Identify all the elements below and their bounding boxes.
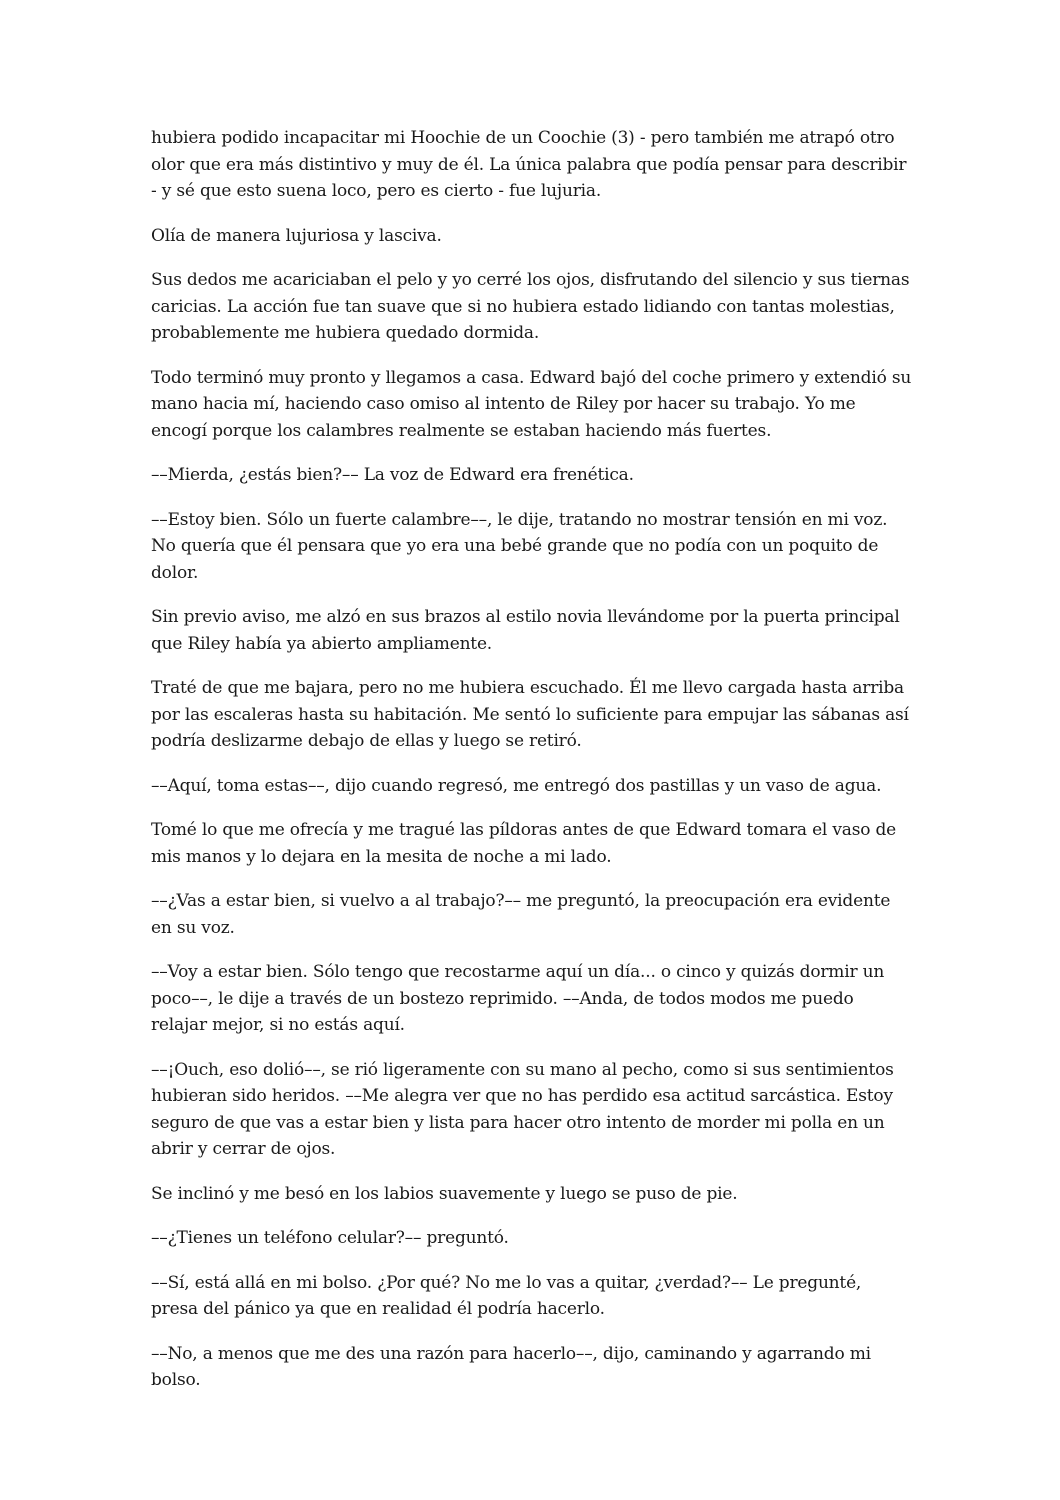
paragraph: ––Aquí, toma estas––, dijo cuando regresó, me entregó dos pastillas y un vaso de agua. <box>151 775 882 796</box>
paragraph: ––Mierda, ¿estás bien?–– La voz de Edward era frenética. <box>151 465 634 485</box>
paragraph: ––Sí, está allá en mi bolso. ¿Por qué? No me lo vas a quitar, ¿verdad?–– Le pregunté, presa del pánico ya que en realidad él podría hacerlo. <box>151 1272 862 1319</box>
paragraph: ––Voy a estar bien. Sólo tengo que recostarme aquí un día... o cinco y quizás dormir un poco––, le dije a través de un bostezo reprimido. ––Anda, de todos modos me puedo relajar mejor, si no estás aquí. <box>151 962 885 1035</box>
paragraph: hubiera podido incapacitar mi Hoochie de un Coochie (3) - pero también me atrapó otro olor que era más distintivo y muy de él. La única palabra que podía pensar para describir - y sé que esto suena loco, pero es cierto - fue lujuria. <box>151 128 907 201</box>
paragraph: ––Estoy bien. Sólo un fuerte calambre––, le dije, tratando no mostrar tensión en mi voz. No quería que él pensara que yo era una bebé grande que no podía con un poquito de dolor. <box>151 509 888 583</box>
paragraph: Olía de manera lujuriosa y lasciva. <box>151 225 442 246</box>
paragraph: ––¿Vas a estar bien, si vuelvo a al trabajo?–– me preguntó, la preocupación era evidente en su voz. <box>151 891 891 938</box>
document-body <box>151 125 913 1412</box>
paragraph: ––¿Tienes un teléfono celular?–– preguntó. <box>151 1228 509 1248</box>
paragraph: Sus dedos me acariciaban el pelo y yo cerré los ojos, disfrutando del silencio y sus tiernas caricias. La acción fue tan suave que si no hubiera estado lidiando con tantas molestias, probablemente me hubiera quedado dormida. <box>151 270 910 343</box>
paragraph: Se inclinó y me besó en los labios suavemente y luego se puso de pie. <box>151 1183 738 1204</box>
paragraph: ––No, a menos que me des una razón para hacerlo––, dijo, caminando y agarrando mi bolso. <box>151 1343 871 1390</box>
paragraph: Sin previo aviso, me alzó en sus brazos al estilo novia llevándome por la puerta principal que Riley había ya abierto ampliamente. <box>151 607 900 654</box>
paragraph: Todo terminó muy pronto y llegamos a casa. Edward bajó del coche primero y extendió su mano hacia mí, haciendo caso omiso al intento de Riley por hacer su trabajo. Yo me encogí porque los calambres realmente se estaban haciendo más fuertes. <box>151 367 912 441</box>
paragraph: ––¡Ouch, eso dolió––, se rió ligeramente con su mano al pecho, como si sus sentimientos hubieran sido heridos. ––Me alegra ver que no has perdido esa actitud sarcástica. Estoy seguro de que vas a estar bien y lista para hacer otro intento de morder mi polla en un abrir y cerrar de ojos. <box>151 1059 894 1159</box>
paragraph: Traté de que me bajara, pero no me hubiera escuchado. Él me llevo cargada hasta arriba por las escaleras hasta su habitación. Me sentó lo suficiente para empujar las sábanas así podría deslizarme debajo de ellas y luego se retiró. <box>151 678 909 751</box>
paragraph: Tomé lo que me ofrecía y me tragué las píldoras antes de que Edward tomara el vaso de mis manos y lo dejara en la mesita de noche a mi lado. <box>151 820 897 867</box>
